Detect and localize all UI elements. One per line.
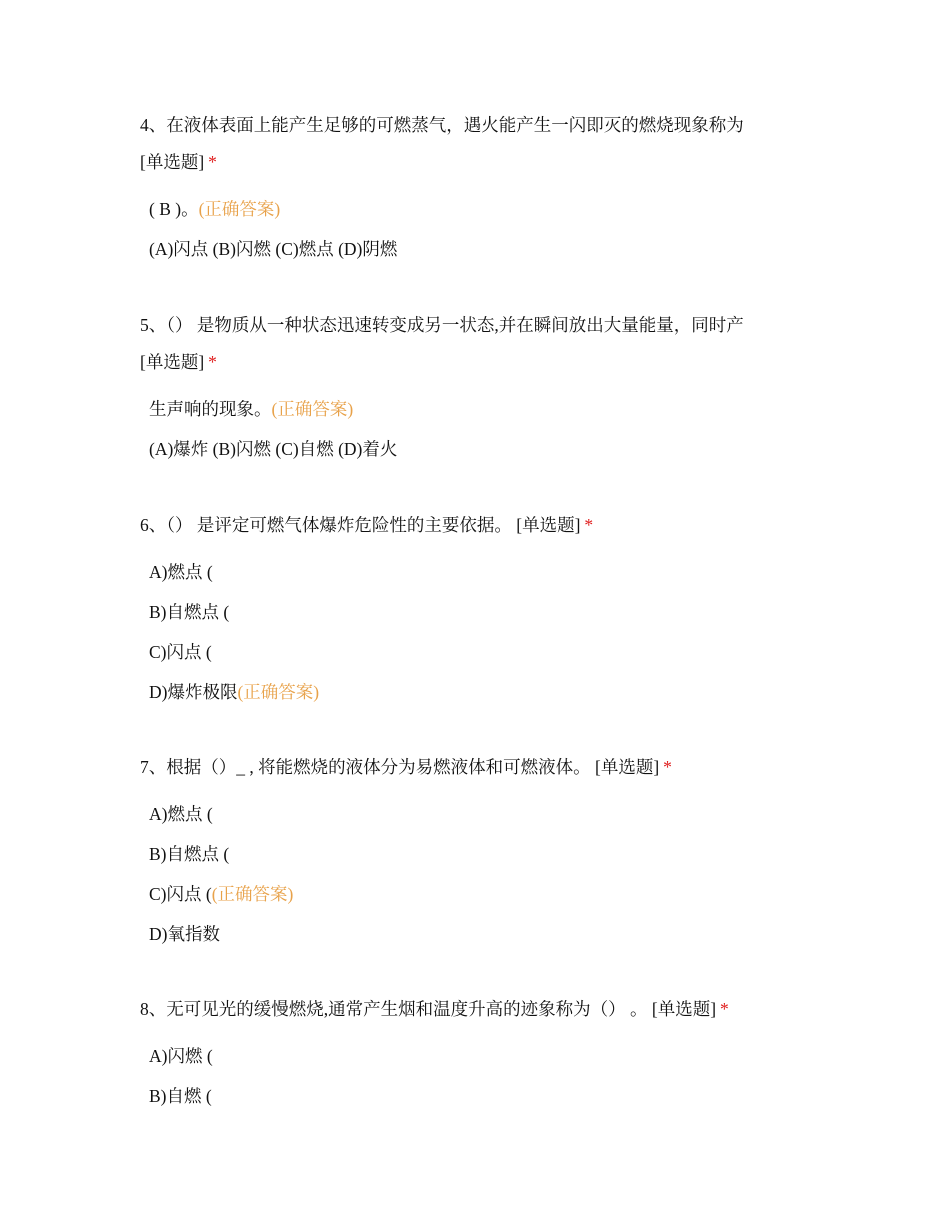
question-4 xyxy=(140,107,840,269)
question-text: 7、根据（）_ , 将能燃烧的液体分为易燃液体和可燃液体。 xyxy=(140,757,591,777)
option-text: ( B )。 xyxy=(149,199,199,219)
question-type-row xyxy=(140,144,840,181)
question-title xyxy=(140,991,840,1028)
required-marker: * xyxy=(663,757,672,777)
question-title xyxy=(140,307,840,344)
option-text: A)燃点 ( xyxy=(149,562,213,582)
question-text: 4、在液体表面上能产生足够的可燃蒸气，遇火能产生一闪即灭的燃烧现象称为 xyxy=(140,115,744,135)
question-type-label: [单选题] xyxy=(516,515,581,535)
question-title xyxy=(140,507,840,544)
required-marker: * xyxy=(208,352,217,372)
option-line[interactable] xyxy=(140,389,840,429)
question-title xyxy=(140,107,840,144)
required-marker: * xyxy=(720,999,729,1019)
question-title xyxy=(140,749,840,786)
question-text: 6、（） 是评定可燃气体爆炸危险性的主要依据。 xyxy=(140,515,512,535)
option-d[interactable] xyxy=(140,672,840,712)
option-c[interactable] xyxy=(140,632,840,672)
question-type-label: [单选题] xyxy=(140,152,205,172)
option-text: (A)闪点 (B)闪燃 (C)燃点 (D)阴燃 xyxy=(149,239,398,259)
option-text: B)自燃 ( xyxy=(149,1086,212,1106)
correct-answer-mark: (正确答案) xyxy=(198,199,281,219)
option-b[interactable] xyxy=(140,1076,840,1116)
option-a[interactable] xyxy=(140,552,840,592)
question-type-label: [单选题] xyxy=(140,352,205,372)
question-6 xyxy=(140,507,840,712)
option-text: A)燃点 ( xyxy=(149,804,213,824)
option-text: (A)爆炸 (B)闪燃 (C)自燃 (D)着火 xyxy=(149,439,398,459)
option-a[interactable] xyxy=(140,794,840,834)
option-a[interactable] xyxy=(140,1036,840,1076)
correct-answer-mark: (正确答案) xyxy=(237,682,320,702)
required-marker: * xyxy=(584,515,594,535)
option-text: D)氧指数 xyxy=(149,924,220,944)
option-b[interactable] xyxy=(140,834,840,874)
option-line[interactable] xyxy=(140,229,840,269)
required-marker: * xyxy=(208,152,217,172)
option-line[interactable] xyxy=(140,189,840,229)
question-text: 5、（） 是物质从一种状态迅速转变成另一状态,并在瞬间放出大量能量，同时产 xyxy=(140,315,744,335)
correct-answer-mark: (正确答案) xyxy=(211,884,294,904)
option-text: C)闪点 ( xyxy=(149,642,212,662)
option-b[interactable] xyxy=(140,592,840,632)
option-text: B)自燃点 ( xyxy=(149,844,230,864)
option-text: A)闪燃 ( xyxy=(149,1046,213,1066)
question-5 xyxy=(140,307,840,469)
option-line[interactable] xyxy=(140,429,840,469)
question-type-label: [单选题] xyxy=(595,757,660,777)
correct-answer-mark: (正确答案) xyxy=(271,399,354,419)
question-text: 8、无可见光的缓慢燃烧,通常产生烟和温度升高的迹象称为（） 。 xyxy=(140,999,648,1019)
option-c[interactable] xyxy=(140,874,840,914)
question-type-row xyxy=(140,344,840,381)
option-text: 生声响的现象。 xyxy=(149,399,272,419)
question-type-label: [单选题] xyxy=(651,999,717,1019)
option-d[interactable] xyxy=(140,914,840,954)
option-text: D)爆炸极限 xyxy=(149,682,238,702)
option-text: B)自燃点 ( xyxy=(149,602,230,622)
question-8 xyxy=(140,991,840,1116)
option-text: C)闪点 ( xyxy=(149,884,212,904)
question-7 xyxy=(140,749,840,954)
